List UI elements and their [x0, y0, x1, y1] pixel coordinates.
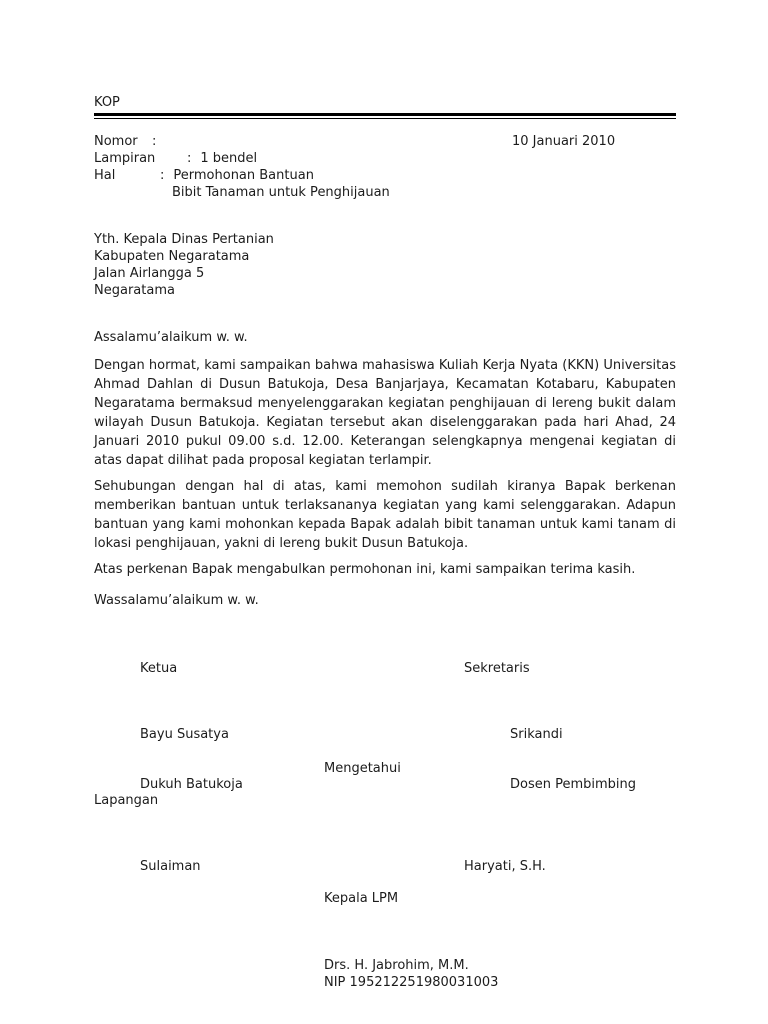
signature-block: [94, 652, 676, 1024]
body-paragraph-3: Atas perkenan Bapak mengabulkan permohonan ini, kami sampaikan terima kasih.: [94, 562, 636, 577]
hal-value-continuation: Bibit Tanaman untuk Penghijauan: [172, 185, 390, 200]
pembimbing-name: Haryati, S.H.: [464, 859, 546, 874]
nomor-label: Nomor: [94, 134, 138, 149]
recipient-line: Jalan Airlangga 5: [94, 266, 205, 281]
recipient-line: Yth. Kepala Dinas Pertanian: [94, 232, 274, 247]
sekretaris-name: Srikandi: [510, 727, 563, 742]
recipient-line: Negaratama: [94, 283, 175, 298]
lpm-nip: NIP 195212251980031003: [324, 975, 499, 990]
pembimbing-title-wrap: Lapangan: [94, 793, 159, 808]
lampiran-value: 1 bendel: [200, 151, 258, 166]
body-paragraph-1: Dengan hormat, kami sampaikan bahwa mahasiswa Kuliah Kerja Nyata (KKN) Universitas Ahmad Dahlan di Dusun Batukoja, Desa Banjarjaya, Kecamatan Kotabaru, Kabupaten Negaratama bermaksud menyelenggarakan kegiatan penghijauan di lereng bukit dalam wilayah Dusun Batukoja. Kegiatan tersebut akan diselenggarakan pada hari Ahad, 24 Januari 2010 pukul 09.00 s.d. 12.00. Keterangan selengkapnya mengenai kegiatan di atas dapat dilihat pada proposal kegiatan terlampir.: [94, 358, 676, 468]
body-paragraph-2: Sehubungan dengan hal di atas, kami memohon sudilah kiranya Bapak berkenan memberikan bantuan untuk terlaksananya kegiatan yang kami selenggarakan. Adapun bantuan yang kami mohonkan kepada Bapak adalah bibit tanaman untuk kami tanam di lokasi penghijauan, yakni di lereng bukit Dusun Batukoja.: [94, 479, 676, 551]
ketua-name: Bayu Susatya: [140, 727, 229, 742]
opening-salutation: Assalamu’alaikum w. w.: [94, 330, 248, 345]
recipient-line: Kabupaten Negaratama: [94, 249, 250, 264]
meta-row-lampiran: [94, 150, 676, 167]
hal-value: Permohonan Bantuan: [173, 168, 314, 183]
dukuh-title: Dukuh Batukoja: [140, 777, 243, 792]
hal-colon: :: [160, 168, 165, 183]
lpm-name: Drs. H. Jabrohim, M.M.: [324, 958, 469, 973]
nomor-colon: :: [152, 134, 157, 149]
sekretaris-title: Sekretaris: [464, 661, 530, 676]
recipient-block: [94, 231, 676, 299]
letter-date: 10 Januari 2010: [512, 134, 616, 149]
lpm-title: Kepala LPM: [324, 891, 399, 906]
closing-salutation: Wassalamu’alaikum w. w.: [94, 593, 259, 608]
lampiran-label: Lampiran: [94, 151, 156, 166]
meta-row-hal: [94, 167, 676, 184]
letter-meta: [94, 133, 676, 201]
lampiran-colon: :: [187, 151, 192, 166]
mengetahui-label: Mengetahui: [324, 761, 401, 776]
hal-label: Hal: [94, 168, 116, 183]
letterhead-divider: [94, 113, 676, 119]
ketua-title: Ketua: [140, 661, 178, 676]
meta-row-nomor: [94, 133, 676, 150]
letterhead-placeholder: KOP: [94, 95, 120, 110]
dukuh-name: Sulaiman: [140, 859, 201, 874]
pembimbing-title: Dosen Pembimbing: [510, 777, 637, 792]
